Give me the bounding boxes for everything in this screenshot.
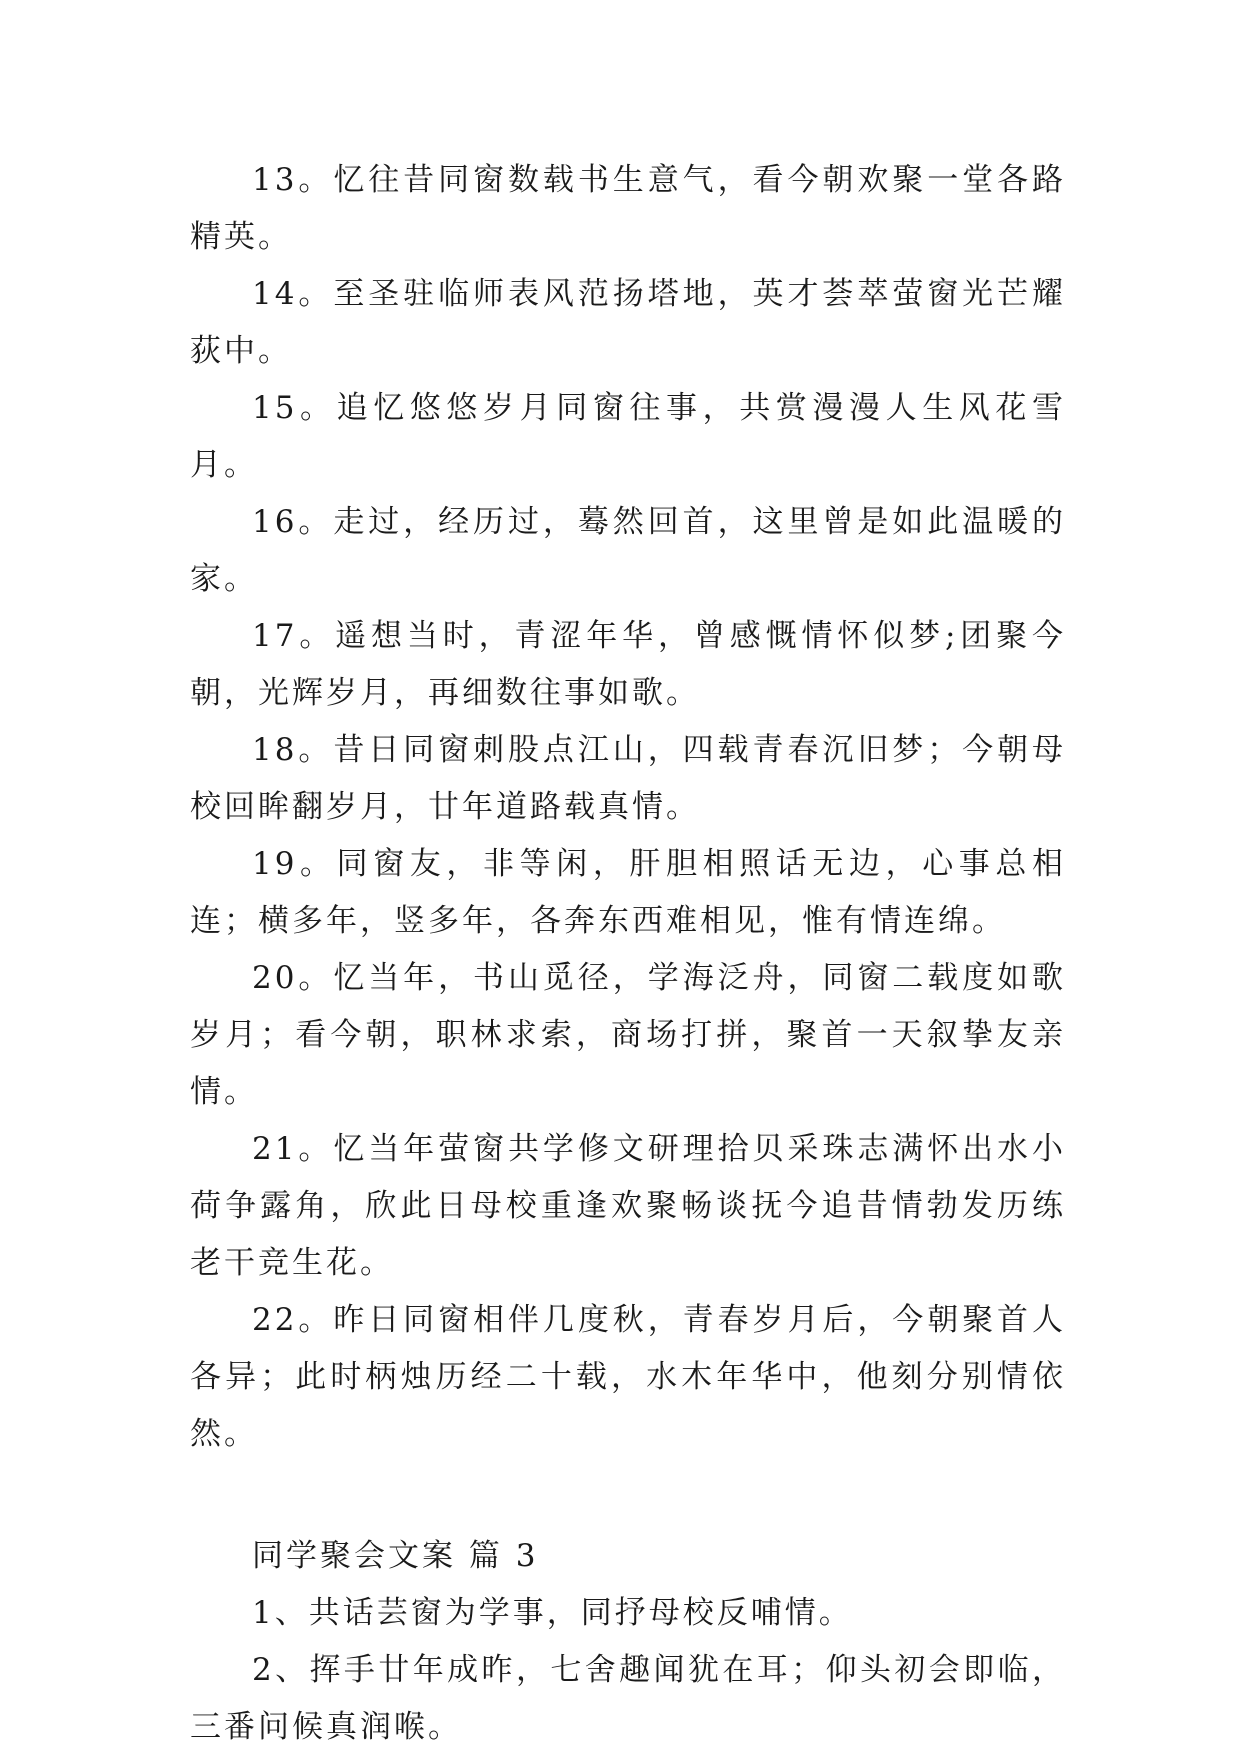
document-body xyxy=(190,152,1066,1756)
list-item: 19。同窗友，非等闲，肝胆相照话无边，心事总相连；横多年，竖多年，各奔东西难相见，惟有情连绵。 xyxy=(190,846,1066,939)
list-item: 21。忆当年萤窗共学修文研理拾贝采珠志满怀出水小荷争露角，欣此日母校重逢欢聚畅谈抚今追昔情勃发历练老干竞生花。 xyxy=(190,1131,1066,1281)
section-title: 同学聚会文案 篇 3 xyxy=(252,1538,539,1574)
list-item: 13。忆往昔同窗数载书生意气，看今朝欢聚一堂各路精英。 xyxy=(190,162,1066,255)
list-item: 22。昨日同窗相伴几度秋，青春岁月后，今朝聚首人各异；此时柄烛历经二十载，水木年华中，他刻分别情依然。 xyxy=(190,1302,1066,1452)
list-item: 17。遥想当时，青涩年华，曾感慨情怀似梦;团聚今朝，光辉岁月，再细数往事如歌。 xyxy=(190,618,1066,711)
list-item: 14。至圣驻临师表风范扬塔地，英才荟萃萤窗光芒耀荻中。 xyxy=(190,276,1066,369)
list-item: 15。追忆悠悠岁月同窗往事，共赏漫漫人生风花雪月。 xyxy=(190,390,1066,483)
list-item: 2、挥手廿年成昨，七舍趣闻犹在耳；仰头初会即临，三番问候真润喉。 xyxy=(190,1652,1066,1745)
list-item: 1、共话芸窗为学事，同抒母校反哺情。 xyxy=(252,1595,853,1631)
list-item: 18。昔日同窗刺股点江山，四载青春沉旧梦；今朝母校回眸翻岁月，廿年道路载真情。 xyxy=(190,732,1066,825)
list-item: 20。忆当年，书山觅径，学海泛舟，同窗二载度如歌岁月；看今朝，职林求索，商场打拼，聚首一天叙挚友亲情。 xyxy=(190,960,1066,1110)
list-item: 16。走过，经历过，蓦然回首，这里曾是如此温暖的家。 xyxy=(190,504,1066,597)
